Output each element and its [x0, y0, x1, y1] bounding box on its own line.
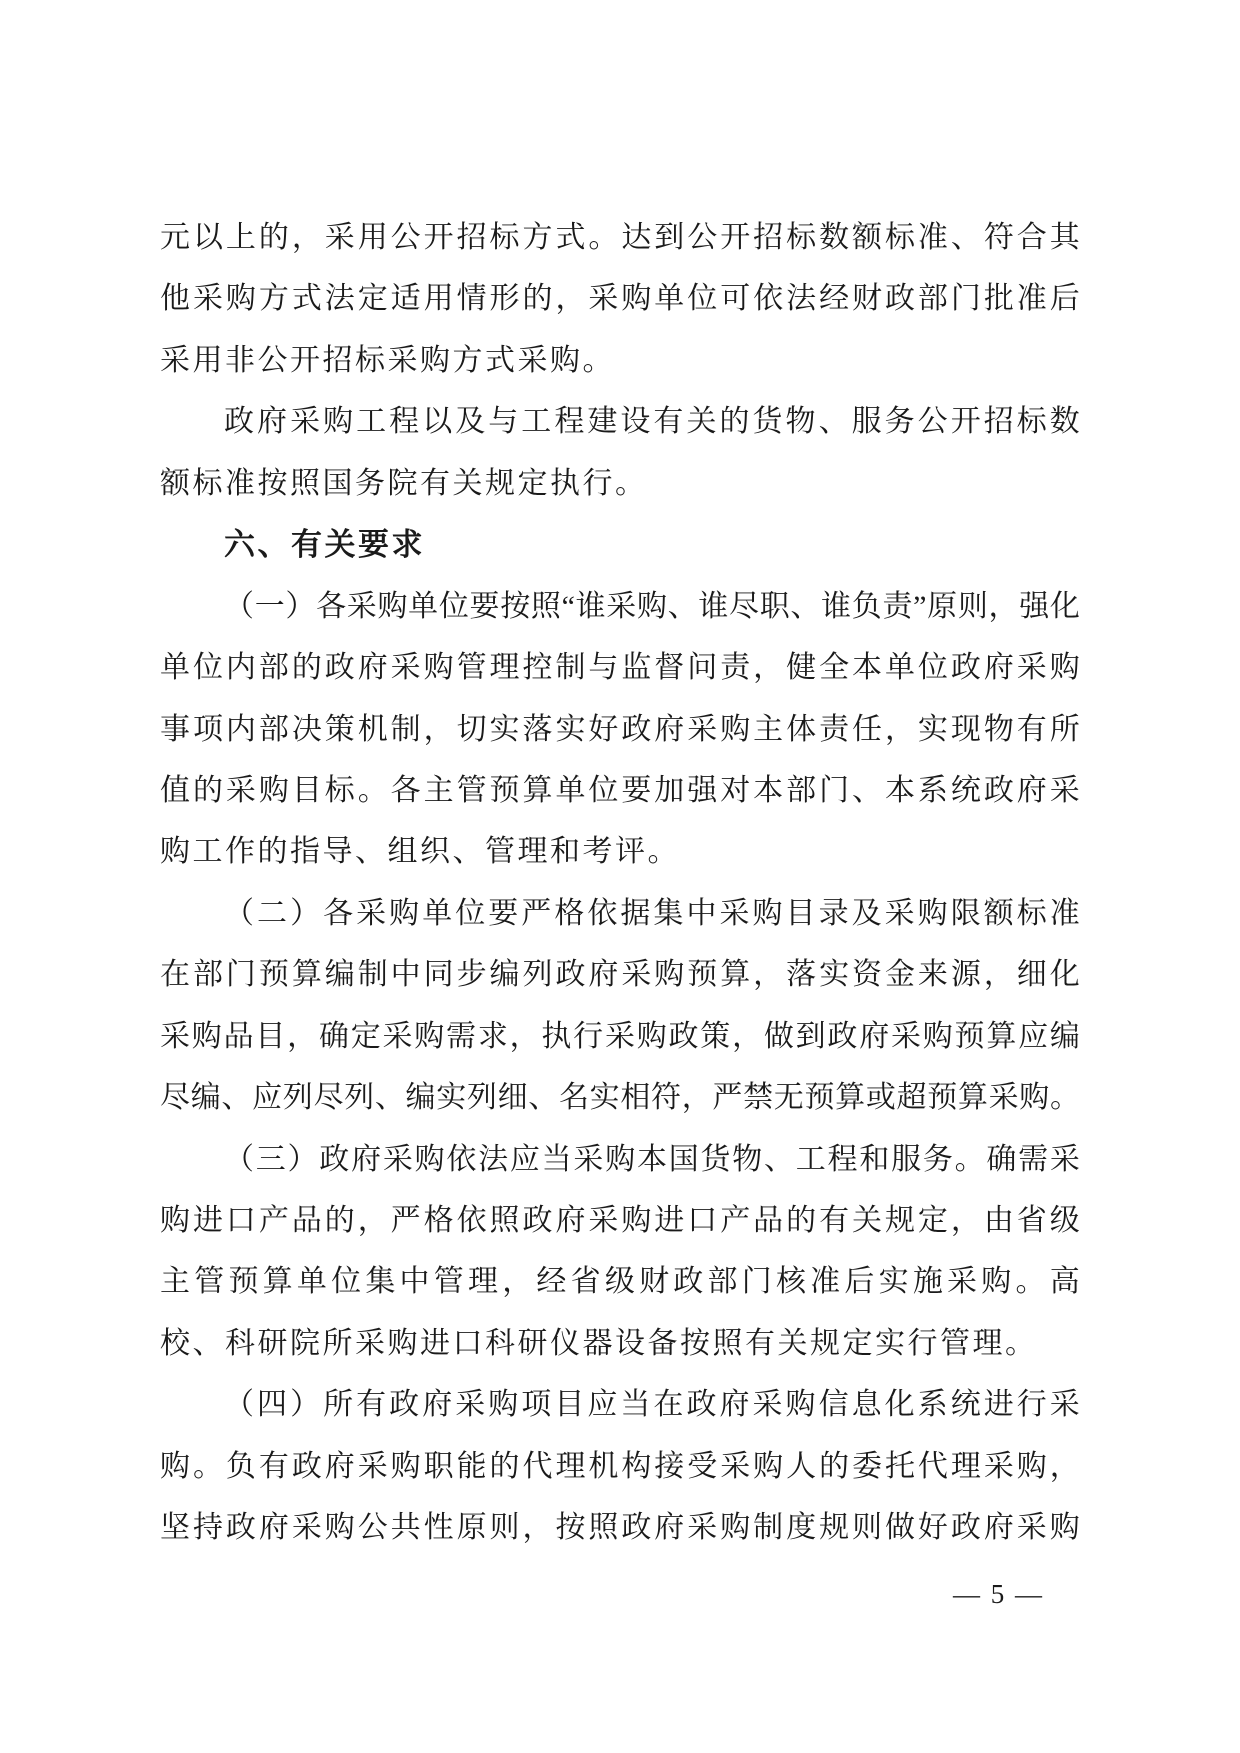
text-line: 额标准按照国务院有关规定执行。 — [160, 466, 648, 500]
text-line: 采 购 品 目 ， 确 定 采 购 需 求 ， 执 行 采 购 政 策 ， 做 到 政 府 采 购 预 算 应 编 — [160, 1019, 1080, 1053]
text-line: 主 管 预 算 单 位 集 中 管 理 ， 经 省 级 财 政 部 门 核 准 后 实 施 采 购 。 高 — [160, 1265, 1080, 1299]
paragraph-start-line: （ 三 ） 政 府 采 购 依 法 应 当 采 购 本 国 货 物 、 工 程 和 服 务 。 确 需 采 — [224, 1142, 1080, 1176]
text-line: 单 位 内 部 的 政 府 采 购 管 理 控 制 与 监 督 问 责 ， 健 全 本 单 位 政 府 采 购 — [160, 651, 1080, 685]
text-line: 购 。 负 有 政 府 采 购 职 能 的 代 理 机 构 接 受 采 购 人 的 委 托 代 理 采 购 ， — [160, 1449, 1080, 1483]
text-line: 采用非公开招标采购方式采购。 — [160, 343, 615, 377]
paragraph-start-line: （ 一 ） 各 采 购 单 位 要 按 照 “ 谁 采 购 、 谁 尽 职 、 谁 负 责 ” 原 则 ， 强 化 — [224, 589, 1080, 623]
body-text — [160, 207, 1080, 1559]
section-heading: 六、有关要求 — [224, 527, 425, 563]
text-line: 在 部 门 预 算 编 制 中 同 步 编 列 政 府 采 购 预 算 ， 落 实 资 金 来 源 ， 细 化 — [160, 958, 1080, 992]
text-line: 值 的 采 购 目 标 。 各 主 管 预 算 单 位 要 加 强 对 本 部 门 、 本 系 统 政 府 采 — [160, 773, 1080, 807]
text-line: 元 以 上 的 ， 采 用 公 开 招 标 方 式 。 达 到 公 开 招 标 数 额 标 准 、 符 合 其 — [160, 221, 1080, 254]
paragraph-start-line: 政 府 采 购 工 程 以 及 与 工 程 建 设 有 关 的 货 物 、 服 务 公 开 招 标 数 — [224, 405, 1080, 439]
text-line: 尽 编 、 应 列 尽 列 、 编 实 列 细 、 名 实 相 符 ， 严 禁 无 预 算 或 超 预 算 采 购 。 — [160, 1081, 1080, 1115]
text-line: 购 进 口 产 品 的 ， 严 格 依 照 政 府 采 购 进 口 产 品 的 有 关 规 定 ， 由 省 级 — [160, 1204, 1080, 1237]
paragraph-start-line: （ 四 ） 所 有 政 府 采 购 项 目 应 当 在 政 府 采 购 信 息 化 系 统 进 行 采 — [224, 1388, 1080, 1422]
text-line: 事 项 内 部 决 策 机 制 ， 切 实 落 实 好 政 府 采 购 主 体 责 任 ， 实 现 物 有 所 — [160, 712, 1080, 746]
text-line: 校、科研院所采购进口科研仪器设备按照有关规定实行管理。 — [160, 1326, 1038, 1360]
text-line: 购工作的指导、组织、管理和考评。 — [160, 835, 680, 869]
page-number: — 5 — — [953, 1579, 1044, 1609]
text-line: 坚 持 政 府 采 购 公 共 性 原 则 ， 按 照 政 府 采 购 制 度 规 则 做 好 政 府 采 购 — [160, 1511, 1080, 1545]
text-line: 他 采 购 方 式 法 定 适 用 情 形 的 ， 采 购 单 位 可 依 法 经 财 政 部 门 批 准 后 — [160, 282, 1080, 316]
paragraph-start-line: （ 二 ） 各 采 购 单 位 要 严 格 依 据 集 中 采 购 目 录 及 采 购 限 额 标 准 — [224, 896, 1080, 930]
